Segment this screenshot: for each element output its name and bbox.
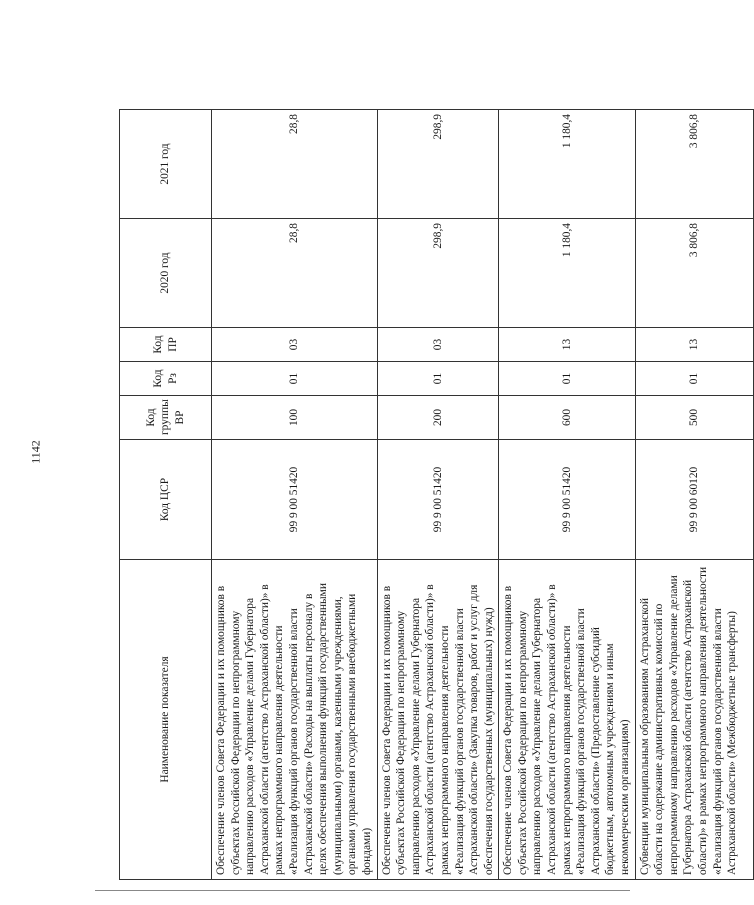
row-2021: 3 806,8 [635, 110, 753, 219]
row-vr: 500 [635, 396, 753, 440]
row-vr: 100 [212, 396, 378, 440]
row-name: Субвенции муниципальным образованиям Астраханской области на содержание административных комиссий по непрограммному направлению расходов «Управление делами Губернатора Астраханской области (агентство Астраханской области)» в рамках непрограммного направления деятельности «Реализация функций органов государственной власти Астраханской области» (Межбюджетные трансферты) [635, 560, 753, 880]
row-name: Обеспечение членов Совета Федерации и их помощников в субъектах Российской Федерации по непрограммному направлению расходов «Управление делами Губернатора Астраханской области (агентство Астраханской области)» в рамках непрограммного направления деятельности «Реализация функций органов государственной власти Астраханской области» (Расходы на выплаты персоналу в целях обеспечения выполнения функций государственными (муниципальными) органами, казенными учреждениями, органами управления государственными внебюджетными фондами) [212, 560, 378, 880]
row-2020: 3 806,8 [635, 219, 753, 328]
row-rz: 01 [377, 362, 499, 396]
header-2020: 2020 год [120, 219, 212, 328]
budget-table-rotated [119, 110, 739, 880]
row-rz: 01 [499, 362, 635, 396]
row-2020: 298,9 [377, 219, 499, 328]
header-2021: 2021 год [120, 110, 212, 219]
row-pr: 03 [377, 328, 499, 362]
row-name: Обеспечение членов Совета Федерации и их помощников в субъектах Российской Федерации по непрограммному направлению расходов «Управление делами Губернатора Астраханской области (агентство Астраханской области)» в рамках непрограммного направления деятельности «Реализация функций органов государственной власти Астраханской области» (Закупка товаров, работ и услуг для обеспечения государственных (муниципальных) нужд) [377, 560, 499, 880]
row-2021: 298,9 [377, 110, 499, 219]
table-row [499, 110, 635, 880]
bottom-scan-line [95, 890, 630, 891]
row-vr: 200 [377, 396, 499, 440]
header-vr: Код группы ВР [120, 396, 212, 440]
header-name: Наименование показателя [120, 560, 212, 880]
page-number: 1142 [28, 440, 43, 464]
header-rz: Код Рз [120, 362, 212, 396]
row-csr: 99 9 00 51420 [499, 440, 635, 560]
header-csr: Код ЦСР [120, 440, 212, 560]
row-pr: 13 [635, 328, 753, 362]
table-row [635, 110, 753, 880]
budget-table [119, 109, 754, 880]
row-2020: 28,8 [212, 219, 378, 328]
row-csr: 99 9 00 60120 [635, 440, 753, 560]
row-2021: 28,8 [212, 110, 378, 219]
row-2021: 1 180,4 [499, 110, 635, 219]
row-rz: 01 [635, 362, 753, 396]
table-header-row [120, 110, 212, 880]
row-csr: 99 9 00 51420 [212, 440, 378, 560]
header-pr: Код ПР [120, 328, 212, 362]
row-pr: 03 [212, 328, 378, 362]
row-pr: 13 [499, 328, 635, 362]
row-vr: 600 [499, 396, 635, 440]
row-2020: 1 180,4 [499, 219, 635, 328]
row-rz: 01 [212, 362, 378, 396]
table-row [212, 110, 378, 880]
table-row [377, 110, 499, 880]
row-csr: 99 9 00 51420 [377, 440, 499, 560]
row-name: Обеспечение членов Совета Федерации и их помощников в субъектах Российской Федерации по непрограммному направлению расходов «Управление делами Губернатора Астраханской области (агентство Астраханской области)» в рамках непрограммного направления деятельности «Реализация функций органов государственной власти Астраханской области» (Предоставление субсидий бюджетным, автономным учреждениям и иным некоммерческим организациям) [499, 560, 635, 880]
